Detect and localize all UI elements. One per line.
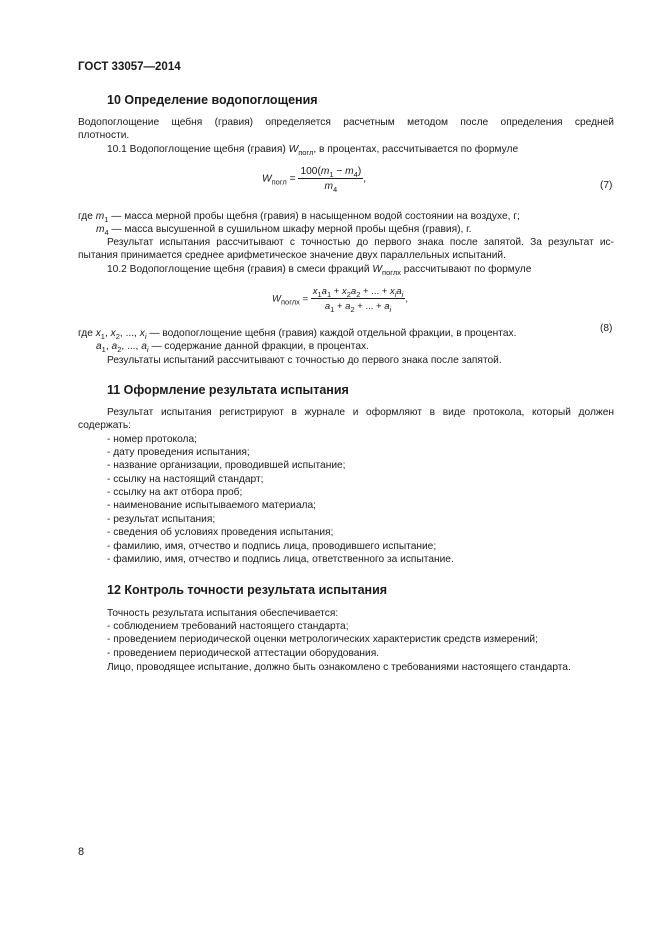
where-xi: где $x_1$, $x_2$, ..., $x_i$ — водопоглощение щебня (гравия) каждой отдельной фракции, в процентах. [78,328,517,341]
sec11-intro-line1: Результат испытания регистрируют в журнале и оформляют в виде протокола, который должен [107,407,614,418]
page-number: 8 [78,846,85,858]
para-10-2: 10.2 Водопоглощение щебня (гравия) в смеси фракций $W_{поглх}$ рассчитывают по формуле [107,264,532,277]
equation-number-7: (7) [600,180,613,191]
sec12-closing: Лицо, проводящее испытание, должно быть ознакомлено с требованиями настоящего стандарта. [107,662,571,673]
list-item: - проведением периодической аттестации оборудования. [107,648,380,659]
list-item: - ссылку на настоящий стандарт; [107,474,264,485]
where-m4: $m_4$ — масса высушенной в сушильном шкафу мерной пробы щебня (гравия), г. [96,224,472,237]
result-10-2: Результаты испытаний рассчитывают с точностью до первого знака после запятой. [107,355,502,366]
section-10-title: 10 Определение водопоглощения [107,93,318,107]
result-line2: пытания принимается среднее арифметическое значение двух параллельных испытаний. [78,250,506,261]
section-11-title: 11 Оформление результата испытания [107,383,349,397]
list-item: - проведением периодической оценки метрологических характеристик средств измерений; [107,634,538,645]
where-ai: $a_1$, $a_2$, ..., $a_i$ — содержание данной фракции, в процентах. [96,341,369,354]
equation-number-8: (8) [600,323,613,334]
result-line1: Результат испытания рассчитывают с точностью до первого знака после запятой. За результат ис- [107,237,614,248]
formula-7: $W_{погл}$ = $\frac{100(m_1 - m_4)}{m_4}$ , [262,166,367,194]
list-item: - наименование испытываемого материала; [107,500,316,511]
sec10-intro-line2: плотности. [78,130,130,141]
list-item: - сведения об условиях проведения испытания; [107,527,334,538]
list-item: - фамилию, имя, отчество и подпись лица, проводившего испытание; [107,541,437,552]
formula-8: $W_{поглх}$ = $\frac{x_1a_1 + x_2a_2 + ... + x_ia_i}{a_1 + a_2 + ... + a_i}$ , [272,286,408,314]
list-item: - ссылку на акт отбора проб; [107,487,243,498]
where-m1: где $m_1$ — масса мерной пробы щебня (гравия) в насыщенном водой состоянии на воздухе, г; [78,211,520,224]
list-item: - название организации, проводившей испытание; [107,460,346,471]
section-12-title: 12 Контроль точности результата испытания [107,583,388,597]
list-item: - фамилию, имя, отчество и подпись лица, ответственного за испытание. [107,554,454,565]
list-item: - результат испытания; [107,514,216,525]
sec12-intro: Точность результата испытания обеспечивается: [107,608,339,619]
list-item: - номер протокола; [107,434,197,445]
document-header: ГОСТ 33057—2014 [78,61,181,73]
list-item: - дату проведения испытания; [107,447,250,458]
sec11-intro-line2: содержать: [78,420,131,431]
para-10-1: 10.1 Водопоглощение щебня (гравия) $W_{погл}$, в процентах, рассчитывается по формуле [107,144,519,157]
list-item: - соблюдением требований настоящего стандарта; [107,621,349,632]
sec10-intro-line1: Водопоглощение щебня (гравия) определяется расчетным методом после определения средней [78,117,614,128]
